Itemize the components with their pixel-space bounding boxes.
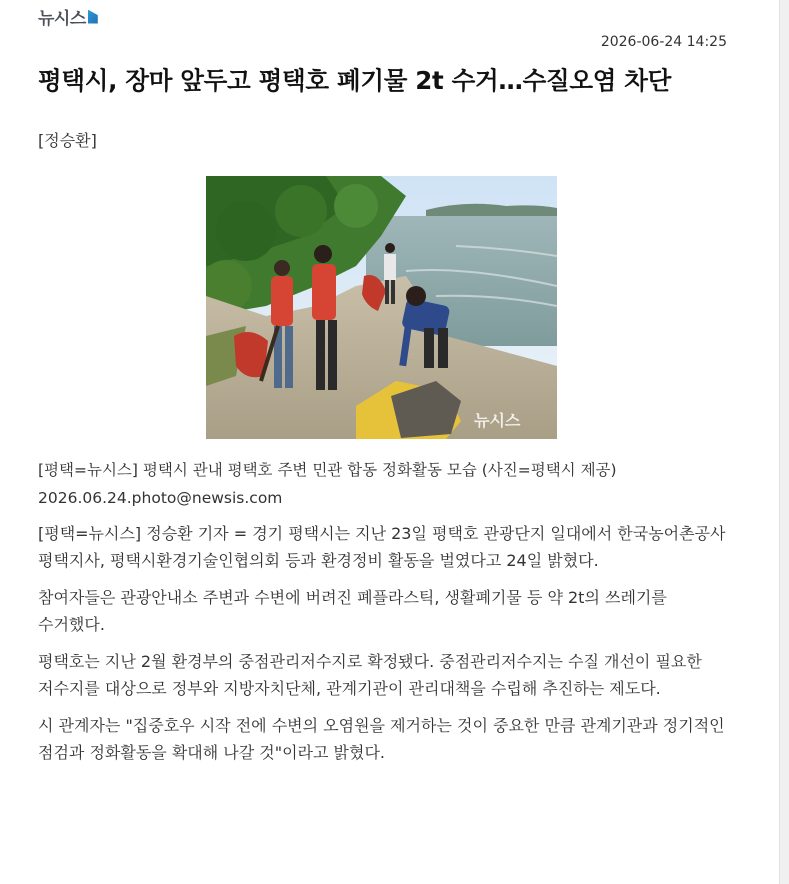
caption-text: [평택=뉴시스] 평택시 관내 평택호 주변 민관 합동 정화활동 모습 (사진=평택시 제공) bbox=[38, 461, 617, 479]
article-paragraph: 참여자들은 관광안내소 주변과 수변에 버려진 폐플라스틱, 생활폐기물 등 약 2t의 쓰레기를 수거했다. bbox=[38, 588, 667, 634]
vertical-scrollbar[interactable] bbox=[779, 0, 789, 884]
article-paragraph: [평택=뉴시스] 정승환 기자 = 경기 평택시는 지난 23일 평택호 관광단지 일대에서 한국농어촌공사 평택지사, 평택시환경기술인협의회 등과 환경정비 활동을 벌였다고 24일 밝혔다. bbox=[38, 524, 726, 570]
photo-watermark: 뉴시스 bbox=[474, 411, 521, 430]
article-paragraph: 평택호는 지난 2월 환경부의 중점관리저수지로 확정됐다. 중점관리저수지는 수질 개선이 필요한 저수지를 대상으로 정부와 지방자치단체, 관계기관이 관리대책을 수립해 추진하는 제도다. bbox=[38, 652, 702, 698]
photo-caption bbox=[38, 456, 738, 512]
article-paragraph: 시 관계자는 "집중호우 시작 전에 수변의 오염원을 제거하는 것이 중요한 만큼 관계기관과 정기적인 점검과 정화활동을 확대해 나갈 것"이라고 밝혔다. bbox=[38, 716, 725, 762]
article-photo bbox=[206, 176, 557, 439]
article-byline: [정승환] bbox=[38, 131, 97, 150]
newsis-logo[interactable] bbox=[38, 4, 98, 29]
logo-mark-icon bbox=[88, 10, 98, 24]
article-headline: 평택시, 장마 앞두고 평택호 폐기물 2t 수거…수질오염 차단 bbox=[38, 66, 672, 95]
article-datetime: 2026-06-24 14:25 bbox=[600, 34, 727, 50]
logo-text: 뉴시스 bbox=[38, 9, 86, 29]
caption-photo-email: 2026.06.24.photo@newsis.com bbox=[38, 489, 283, 507]
article-body bbox=[38, 520, 738, 776]
